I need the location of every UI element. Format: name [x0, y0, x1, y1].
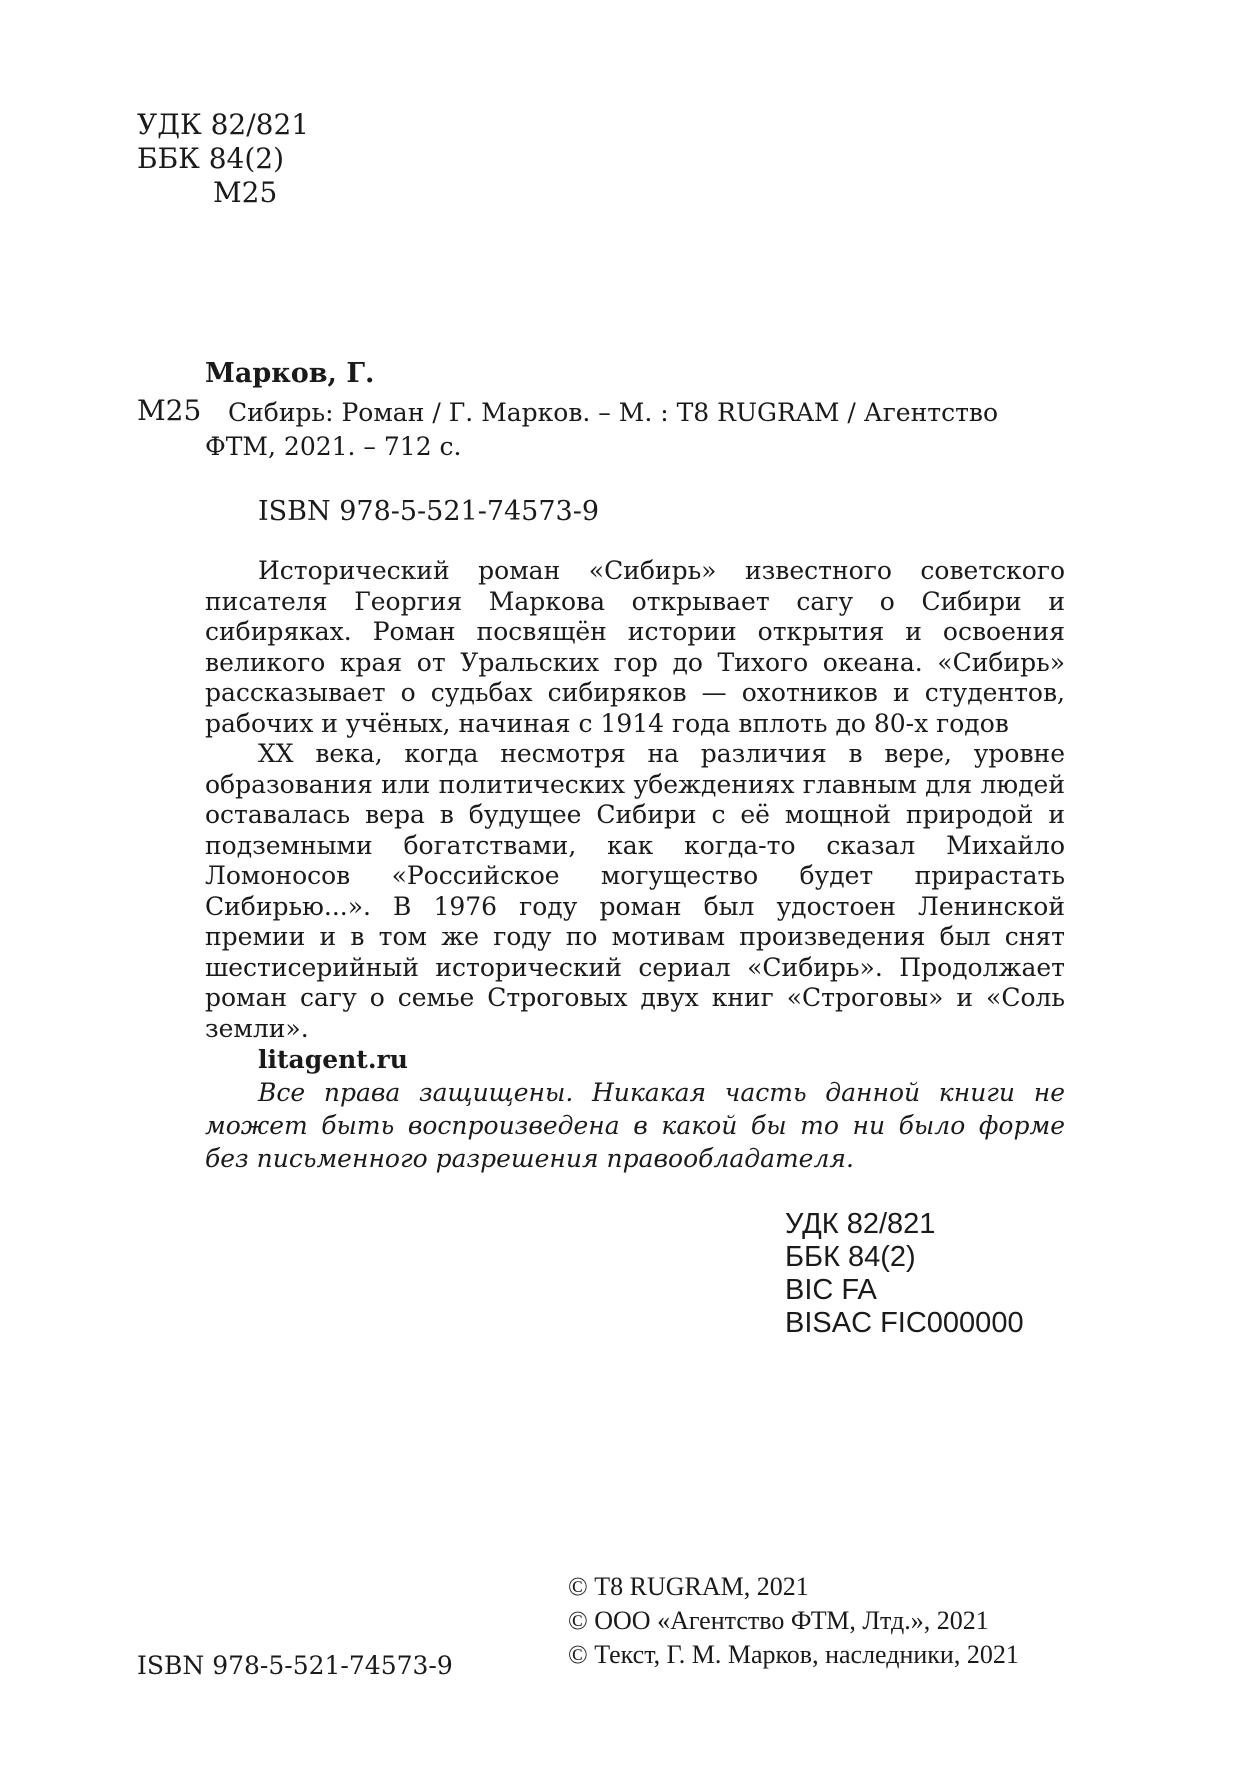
bibliographic-line-2: ФТМ, 2021. – 712 с.	[205, 432, 462, 461]
author-name: Марков, Г.	[205, 358, 375, 389]
author-sign-entry: М25	[137, 394, 202, 427]
copyright-line: © Т8 RUGRAM, 2021	[568, 1572, 809, 1601]
author-sign: М25	[213, 176, 278, 209]
annotation-paragraph-1: Исторический роман «Сибирь» известного советского писателя Георгия Маркова открывает сагу о Сибири и сибиряках. Роман посвящён истории открытия и освоения великого края от Уральских гор до Тихого океана. «Сибирь» рассказывает о судьбах сибиряков — охотников и студентов, рабочих и учёных, начиная с 1914 года вплоть до 80-х годов	[205, 556, 1065, 738]
copyright-block	[568, 1570, 1019, 1672]
udk-code-bottom: УДК 82/821	[785, 1208, 936, 1240]
bic-code: BIC FA	[785, 1274, 877, 1306]
copyright-line: © ООО «Агентство ФТМ, Лтд.», 2021	[568, 1606, 989, 1635]
classification-block-bottom	[785, 1208, 1024, 1340]
annotation-paragraph-2: XX века, когда несмотря на различия в вере, уровне образования или политических убеждениях главным для людей оставалась вера в будущее Сибири с её мощной природой и подземными богатствами, как когда-то сказал Михайло Ломоносов «Российское могущество будет прирастать Сибирью...». В 1976 году роман был удостоен Ленинской премии и в том же году по мотивам произведения был снят шестисерийный исторический сериал «Сибирь». Продолжает роман сагу о семье Строговых двух книг «Строговы» и «Соль земли».	[205, 739, 1065, 1043]
copyright-line: © Текст, Г. М. Марков, наследники, 2021	[568, 1640, 1019, 1669]
publisher-site: litagent.ru	[258, 1045, 408, 1074]
classification-block-top	[137, 108, 309, 210]
rights-notice-text: Все права защищены. Никакая часть данной книги не может быть воспроизведена в какой бы то ни было форме без письменного разрешения правообладателя.	[205, 1078, 1065, 1173]
bibliographic-description	[205, 396, 1065, 464]
annotation	[205, 556, 1065, 1044]
udk-code: УДК 82/821	[137, 108, 310, 141]
bibliographic-line-1: Сибирь: Роман / Г. Марков. – М. : Т8 RUGRAM / Агентство	[228, 398, 999, 427]
bbk-code: ББК 84(2)	[137, 142, 285, 175]
bbk-code-bottom: ББК 84(2)	[785, 1241, 916, 1273]
bisac-code: BISAC FIC000000	[785, 1307, 1024, 1339]
rights-notice	[205, 1076, 1065, 1175]
isbn-entry: ISBN 978-5-521-74573-9	[258, 496, 600, 527]
isbn-bottom: ISBN 978-5-521-74573-9	[137, 1651, 453, 1680]
